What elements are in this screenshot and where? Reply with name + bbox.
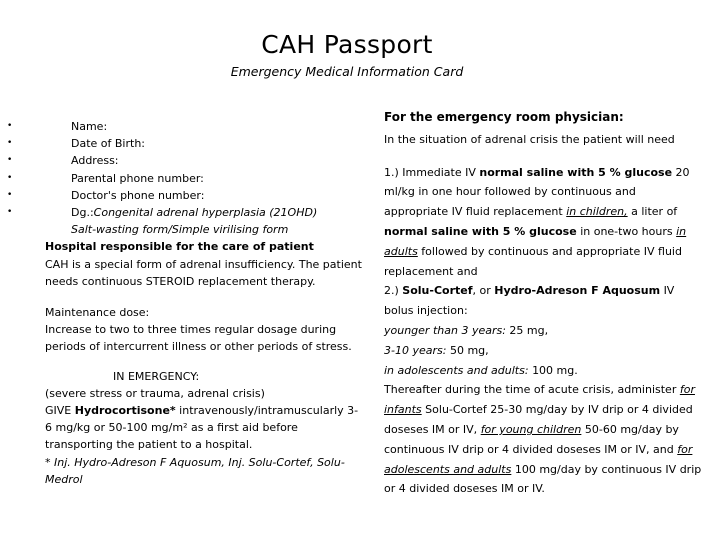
- physician-intro: In the situation of adrenal crisis the patient will need: [384, 132, 675, 146]
- dg-subtype: Salt-wasting form/Simple virilising form: [71, 223, 289, 237]
- field-doctor-phone: • Doctor's phone number:: [45, 187, 365, 204]
- physician-heading: For the emergency room physician:: [384, 110, 624, 124]
- footnote: * Inj. Hydro-Adreson F Aquosum, Inj. Solu-Cortef, Solu-Medrol: [45, 455, 345, 486]
- emergency-heading: IN EMERGENCY:: [113, 369, 200, 383]
- drug-hydro-adreson: Hydro-Adreson F Aquosum: [494, 284, 661, 298]
- dg-value: Congenital adrenal hyperplasia (21OHD): [93, 206, 318, 220]
- field-parent-phone: • Parental phone number:: [45, 170, 365, 187]
- step-1: 1.) Immediate IV normal saline with 5 % glucose 20 ml/kg in one hour followed by continuous and appropriate IV fluid replacement in children, a liter of normal saline with 5 % glucose in one-two hours in adults followed by continuous and appropriate IV fluid replacement and: [384, 165, 690, 278]
- step-2: 2.) Solu-Cortef, or Hydro-Adreson F Aquosum IV bolus injection:: [384, 284, 675, 318]
- in-adults: in adults: [384, 224, 687, 258]
- dg-label: Dg.:: [71, 206, 94, 220]
- give-prefix: GIVE: [45, 404, 72, 418]
- patient-info-column: [45, 118, 365, 488]
- field-name: • Name:: [45, 118, 365, 135]
- page-subtitle: Emergency Medical Information Card: [230, 64, 464, 79]
- hospital-line: Hospital responsible for the care of patient: [45, 240, 314, 254]
- maintenance-label: Maintenance dose:: [45, 306, 150, 320]
- maintenance-regimen: Thereafter during the time of acute crisis, administer for infants Solu-Cortef 25-30 mg/day by IV drip or 4 divided doseses IM or IV, for young children 50-60 mg/day by continuous IV drip or 4 divided doseses IM or IV, and for adolescents and adults 100 mg/day by continuous IV drip or 4 divided doseses IM or IV.: [384, 383, 702, 496]
- dose-3-10: 3-10 years: 50 mg,: [384, 343, 489, 357]
- saline-1: normal saline with 5 % glucose: [479, 165, 673, 179]
- for-young-children: for young children: [480, 422, 582, 436]
- drug-solu-cortef: Solu-Cortef: [402, 284, 473, 298]
- saline-2: normal saline with 5 % glucose: [384, 224, 577, 238]
- in-children: in children,: [566, 205, 628, 219]
- cah-description: CAH is a special form of adrenal insufficiency. The patient needs continuous STEROID replacement therapy.: [45, 257, 362, 288]
- for-infants: for infants: [384, 383, 695, 417]
- patient-fields-list: [45, 118, 365, 221]
- give-instructions: [45, 402, 365, 454]
- give-drug: Hydrocortisone*: [74, 404, 176, 418]
- physician-body: [384, 130, 702, 499]
- field-dob: • Date of Birth:: [45, 135, 365, 152]
- page-title: CAH Passport: [261, 30, 433, 59]
- for-adolescents: for adolescents and adults: [384, 442, 693, 476]
- field-diagnosis: [45, 204, 365, 221]
- dose-under-3: younger than 3 years: 25 mg,: [384, 323, 549, 337]
- maintenance-text: Increase to two to three times regular dosage during periods of intercurrent illness or other periods of stress.: [45, 323, 352, 354]
- dose-adults: in adolescents and adults: 100 mg.: [384, 363, 578, 377]
- physician-column: [384, 108, 702, 499]
- give-rest: intravenously/intramuscularly 3-6 mg/kg or 50-100 mg/m² as a first aid before transporting the patient to a hospital.: [45, 404, 359, 452]
- field-address: • Address:: [45, 152, 365, 169]
- emergency-context: (severe stress or trauma, adrenal crisis): [45, 386, 265, 400]
